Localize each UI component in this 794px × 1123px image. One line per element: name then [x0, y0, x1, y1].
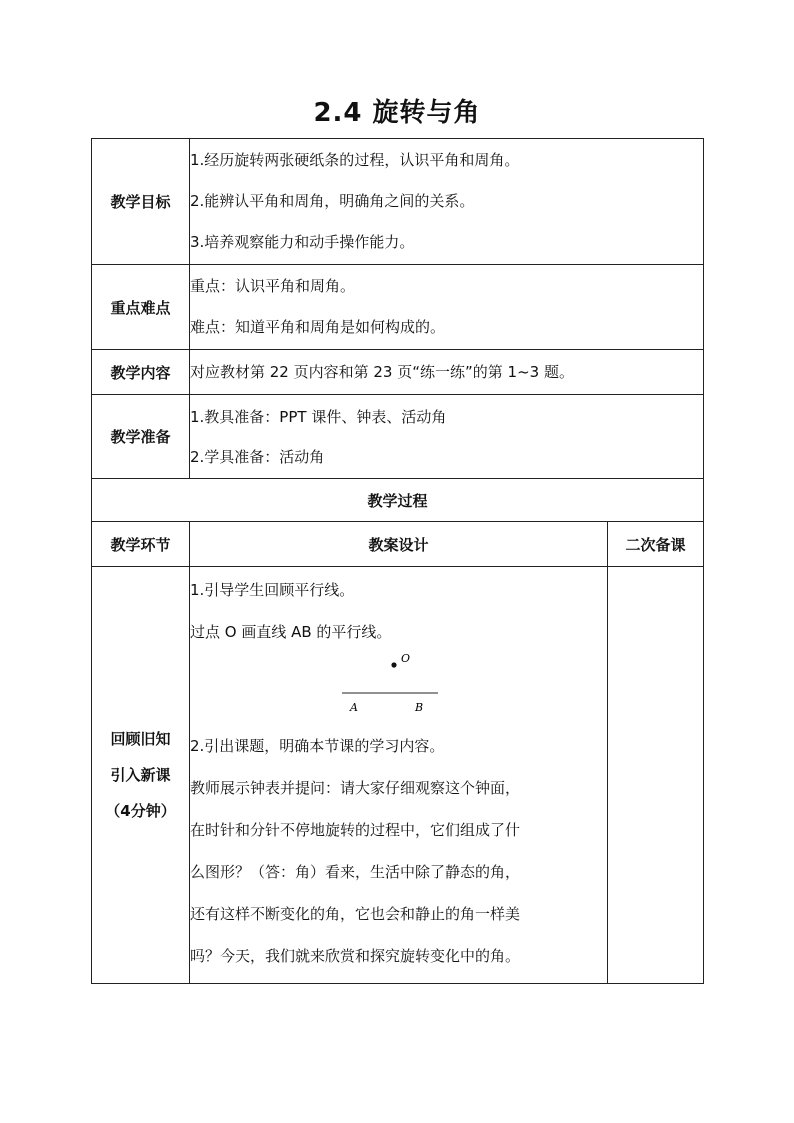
col-design-header: 教案设计 — [190, 522, 608, 567]
goal-item: 3.培养观察能力和动手操作能力。 — [190, 233, 415, 251]
col-stage-header: 教学环节 — [92, 522, 190, 567]
section1-notes — [608, 567, 704, 984]
content-text: 对应教材第 22 页内容和第 23 页“练一练”的第 1~3 题。 — [190, 363, 574, 381]
key-points-content — [190, 265, 704, 350]
section1-stage — [92, 567, 190, 984]
design-line: 1.引导学生回顾平行线。 — [190, 581, 355, 599]
design-paragraph-line: 教师展示钟表并提问：请大家仔细观察这个钟面， — [190, 779, 521, 797]
design-paragraph-line: 在时针和分针不停地旋转的过程中，它们组成了什 — [190, 821, 521, 839]
prep-item: 2.学具准备：活动角 — [190, 447, 325, 466]
design-line: 过点 O 画直线 AB 的平行线。 — [190, 623, 392, 641]
prep-content — [190, 395, 704, 479]
goal-item: 1.经历旋转两张硬纸条的过程，认识平角和周角。 — [190, 151, 520, 169]
design-paragraph-line: 吗？今天，我们就来欣赏和探究旋转变化中的角。 — [190, 947, 521, 965]
design-line: 2.引出课题，明确本节课的学习内容。 — [190, 737, 445, 755]
point-b-label: B — [415, 701, 424, 714]
content-row — [92, 350, 704, 395]
col-notes-header: 二次备课 — [608, 522, 704, 567]
process-heading: 教学过程 — [92, 479, 704, 522]
goals-content — [190, 139, 704, 265]
design-paragraph-line: 么图形？（答：角）看来，生活中除了静态的角， — [190, 863, 521, 881]
line-ab-diagram — [340, 653, 450, 725]
section1-row — [92, 567, 704, 984]
key-point-item: 难点：知道平角和周角是如何构成的。 — [190, 318, 446, 336]
goal-item: 2.能辨认平角和周角，明确角之间的关系。 — [190, 192, 475, 210]
content-text-cell — [190, 350, 704, 395]
key-point-item: 重点：认识平角和周角。 — [190, 277, 356, 295]
process-heading-row — [92, 479, 704, 522]
column-header-row — [92, 522, 704, 567]
prep-item: 1.教具准备：PPT 课件、钟表、活动角 — [190, 407, 447, 426]
parallel-line-figure — [190, 653, 607, 725]
lesson-plan-table — [91, 138, 704, 984]
page-title: 2.4 旋转与角 — [313, 98, 481, 128]
stage-line: 引入新课 — [110, 766, 171, 784]
point-o — [391, 662, 396, 667]
goals-label: 教学目标 — [92, 139, 190, 265]
section1-design — [190, 567, 608, 984]
prep-row — [92, 395, 704, 479]
point-a-label: A — [350, 701, 358, 714]
content-label: 教学内容 — [92, 350, 190, 395]
stage-line: 回顾旧知 — [110, 730, 171, 748]
stage-line: （4分钟） — [105, 802, 176, 820]
point-o-label: O — [401, 653, 411, 665]
prep-label: 教学准备 — [92, 395, 190, 479]
goals-row — [92, 139, 704, 265]
key-points-row — [92, 265, 704, 350]
design-paragraph-line: 还有这样不断变化的角，它也会和静止的角一样美 — [190, 905, 521, 923]
key-points-label: 重点难点 — [92, 265, 190, 350]
